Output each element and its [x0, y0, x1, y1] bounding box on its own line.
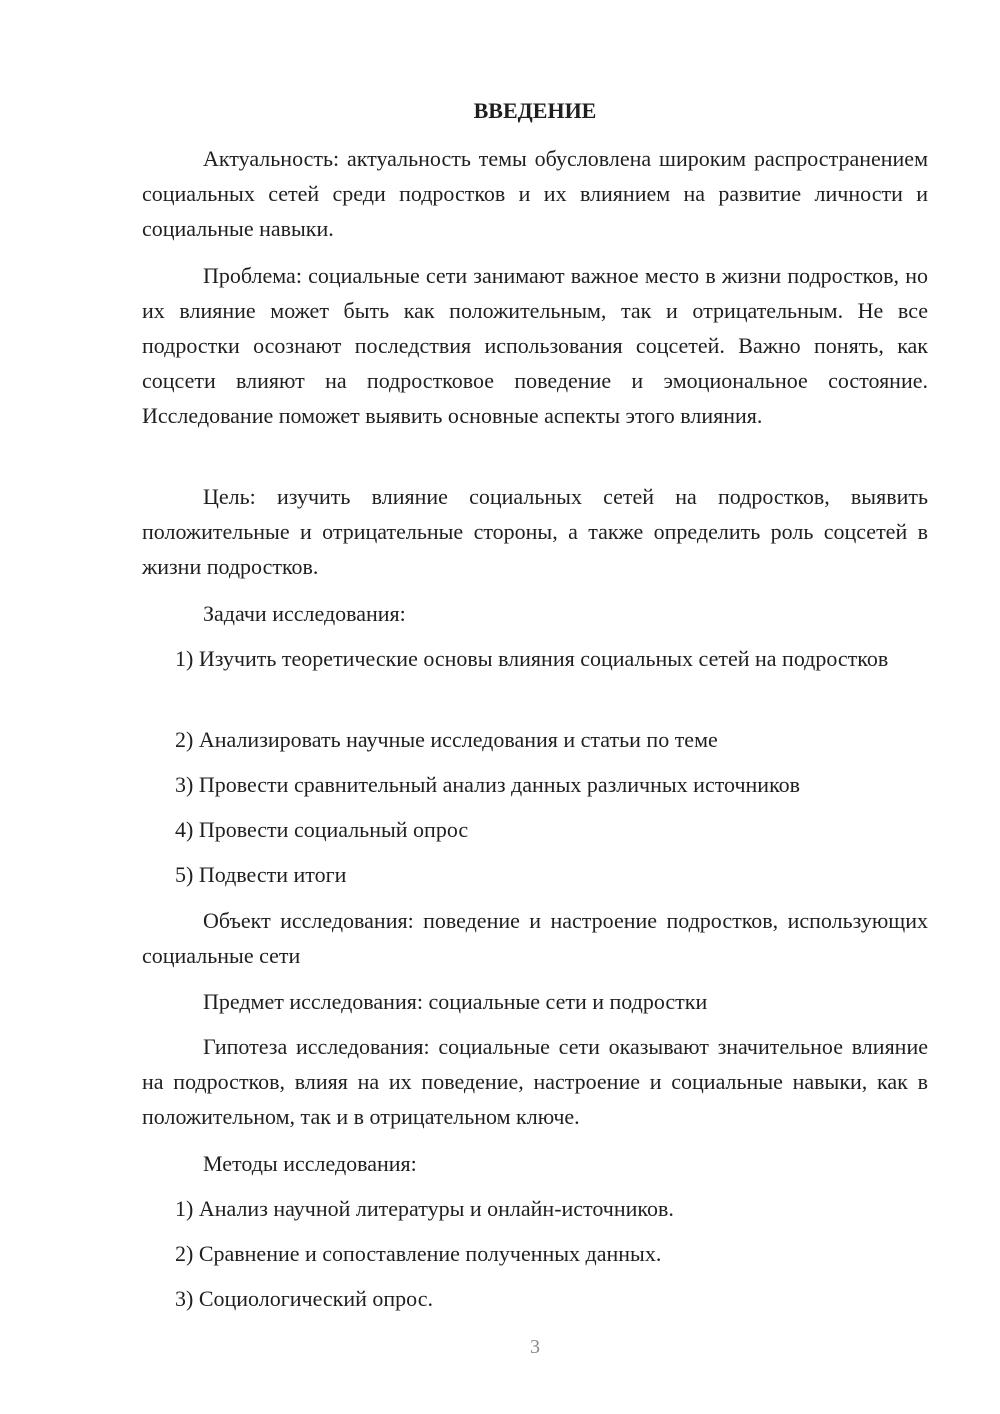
page-title: ВВЕДЕНИЕ: [473, 98, 597, 123]
method-item: 1) Анализ научной литературы и онлайн-источников.: [175, 1196, 674, 1221]
goal-paragraph: Цель: изучить влияние социальных сетей на подростков, выявить положительные и отрицательные стороны, а также определить роль соцсетей в жизни подростков.: [142, 484, 928, 579]
task-item: 4) Провести социальный опрос: [175, 817, 469, 842]
tasks-heading: Задачи исследования:: [203, 601, 406, 626]
problem-paragraph: Проблема: социальные сети занимают важное место в жизни подростков, но их влияние может быть как положительным, так и отрицательным. Не все подростки осознают последствия использования соцсетей. Важно понять, как соцсети влияют на подростковое поведение и эмоциональное состояние. Исследование поможет выявить основные аспекты этого влияния.: [142, 263, 928, 428]
object-paragraph: Объект исследования: поведение и настроение подростков, использующих социальные сети: [142, 908, 928, 968]
page-number: 3: [530, 1336, 540, 1358]
task-item: 2) Анализировать научные исследования и статьи по теме: [175, 727, 718, 752]
methods-heading: Методы исследования:: [203, 1151, 417, 1176]
task-item: 5) Подвести итоги: [175, 862, 347, 887]
method-item: 3) Социологический опрос.: [175, 1286, 433, 1311]
task-item: 3) Провести сравнительный анализ данных различных источников: [175, 772, 801, 797]
hypothesis-paragraph: Гипотеза исследования: социальные сети оказывают значительное влияние на подростков, влияя на их поведение, настроение и социальные навыки, как в положительном, так и в отрицательном ключе.: [142, 1034, 928, 1129]
relevance-paragraph: Актуальность: актуальность темы обусловлена широким распространением социальных сетей среди подростков и их влиянием на развитие личности и социальные навыки.: [142, 146, 928, 241]
task-item: 1) Изучить теоретические основы влияния социальных сетей на подростков: [175, 646, 889, 671]
method-item: 2) Сравнение и сопоставление полученных данных.: [175, 1241, 662, 1266]
subject-paragraph: Предмет исследования: социальные сети и подростки: [203, 989, 708, 1014]
